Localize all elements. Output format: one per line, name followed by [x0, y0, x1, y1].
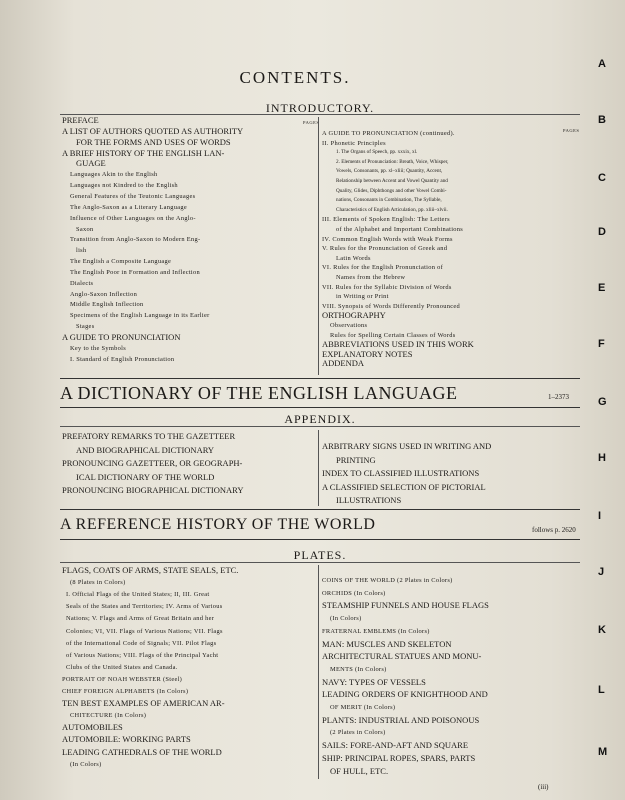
toc-entry-text[interactable]: PRONOUNCING BIOGRAPHICAL DICTIONARY [62, 485, 244, 495]
toc-entry-text[interactable]: (8 Plates in Colors) [70, 579, 126, 587]
toc-entry-text[interactable]: (In Colors) [70, 760, 102, 768]
toc-entry-text[interactable]: Transition from Anglo-Saxon to Modern Eng- [70, 236, 201, 244]
rule-appendix [60, 426, 580, 427]
toc-entry-text[interactable]: LEADING CATHEDRALS OF THE WORLD [62, 746, 222, 757]
toc-entry-text[interactable]: STEAMSHIP FUNNELS AND HOUSE FLAGS [322, 600, 489, 611]
toc-entry-text[interactable]: Rules for Spelling Certain Classes of Words [330, 331, 456, 339]
toc-entry-text[interactable]: FOR THE FORMS AND USES OF WORDS [76, 136, 231, 147]
toc-entry-text[interactable]: (In Colors) [330, 615, 362, 623]
toc-entry-text[interactable]: of the International Code of Signals; VII. Pilot Flags [66, 639, 217, 647]
thumb-index-l[interactable]: L [598, 684, 605, 696]
thumb-index-k[interactable]: K [598, 624, 606, 636]
toc-entry-text[interactable]: Quality, Glides, Diphthongs and other Vowel Combi- [336, 187, 447, 194]
toc-entry-text[interactable]: Names from the Hebrew [336, 274, 406, 281]
toc-entry-text[interactable]: PREFACE [62, 115, 99, 125]
toc-entry-text[interactable]: AUTOMOBILES [62, 722, 123, 733]
rule-reference-bottom [60, 539, 580, 540]
toc-entry-text[interactable]: ARBITRARY SIGNS USED IN WRITING AND [322, 441, 492, 451]
toc-entry-text[interactable]: SHIP: PRINCIPAL ROPES, SPARS, PARTS [322, 752, 476, 763]
toc-entry-text[interactable]: lish [76, 247, 87, 255]
toc-entry-text[interactable]: II. Phonetic Principles [322, 139, 386, 147]
toc-entry-text[interactable]: ARCHITECTURAL STATUES AND MONU- [322, 651, 482, 662]
toc-entry-text[interactable]: Key to the Symbols [70, 344, 126, 352]
toc-entry-text[interactable]: I. Official Flags of the United States; II, III. Great [66, 591, 210, 599]
toc-entry-text[interactable]: ORCHIDS (In Colors) [322, 589, 386, 597]
toc-entry-text[interactable]: Dialects [70, 279, 94, 287]
toc-entry-text[interactable]: OF MERIT (In Colors) [330, 704, 396, 711]
toc-entry-text[interactable]: Observations [330, 322, 368, 329]
appendix-column-divider [318, 430, 319, 506]
thumb-index-a[interactable]: A [598, 58, 606, 70]
toc-entry-text[interactable]: LEADING ORDERS OF KNIGHTHOOD AND [322, 689, 488, 700]
toc-entry-text[interactable]: MAN: MUSCLES AND SKELETON [322, 638, 452, 649]
thumb-index-j[interactable]: J [598, 566, 605, 578]
toc-entry-text[interactable]: III. Elements of Spoken English: The Letters [322, 216, 450, 224]
toc-entry-text[interactable]: PRINTING [336, 454, 376, 465]
toc-entry-text[interactable]: A BRIEF HISTORY OF THE ENGLISH LAN- [62, 147, 225, 158]
intro-column-divider [318, 117, 319, 375]
toc-entry-text[interactable]: in Writing or Print [336, 293, 389, 301]
toc-entry-text[interactable]: MENTS (In Colors) [330, 665, 387, 673]
thumb-index-b[interactable]: B [598, 114, 606, 126]
dictionary-title[interactable]: A DICTIONARY OF THE ENGLISH LANGUAGE [60, 383, 458, 403]
toc-entry-text[interactable]: ABBREVIATIONS USED IN THIS WORK [322, 339, 474, 350]
toc-entry-text[interactable]: Relationship between Accent and Vowel Quantity and [336, 178, 448, 184]
toc-entry-text[interactable]: PORTRAIT OF NOAH WEBSTER (Steel) [62, 675, 183, 683]
rule-dictionary-bottom [60, 407, 580, 408]
toc-entry-text[interactable]: TEN BEST EXAMPLES OF AMERICAN AR- [62, 698, 225, 709]
toc-entry-text[interactable]: Saxon [76, 225, 94, 233]
toc-entry-text[interactable]: (2 Plates in Colors) [330, 729, 386, 737]
plates-column-divider [318, 565, 319, 779]
dictionary-page: 1–2373 [548, 393, 569, 401]
toc-entry-text[interactable]: Colonies; VI, VII. Flags of Various Nations; VII. Flags [66, 627, 223, 635]
thumb-index-d[interactable]: D [598, 226, 606, 238]
thumb-index-i[interactable]: I [598, 510, 602, 522]
toc-entry-text[interactable]: Languages not Kindred to the English [70, 182, 178, 190]
toc-entry-text[interactable]: VIII. Synopsis of Words Differently Pronounced [322, 302, 461, 310]
toc-entry-text[interactable]: 1. The Organs of Speech, pp. xxxix, xl. [336, 149, 418, 156]
contents-title: CONTENTS. [239, 68, 351, 87]
toc-entry-text[interactable]: ADDENDA [322, 358, 365, 369]
toc-entry-text[interactable]: AUTOMOBILE: WORKING PARTS [62, 734, 191, 745]
pages-label-left: PAGES [303, 120, 320, 125]
page-folio: (iii) [538, 783, 549, 791]
toc-entry-text[interactable]: Vowels, Consonants, pp. xl–xliii; Quantity, Accent, [336, 168, 443, 175]
toc-entry-text[interactable]: COINS OF THE WORLD (2 Plates in Colors) [322, 577, 453, 584]
toc-entry-text[interactable]: Nations; V. Flags and Arms of Great Britain and her [66, 615, 215, 623]
thumb-index-h[interactable]: H [598, 452, 606, 464]
appendix-heading: APPENDIX. [284, 412, 356, 426]
reference-title[interactable]: A REFERENCE HISTORY OF THE WORLD [60, 516, 376, 533]
toc-entry-text[interactable]: SAILS: FORE-AND-AFT AND SQUARE [322, 740, 469, 751]
toc-entry-text[interactable]: Latin Words [336, 254, 371, 262]
toc-entry-text[interactable]: AND BIOGRAPHICAL DICTIONARY [76, 444, 215, 455]
toc-entry-text[interactable]: PREFATORY REMARKS TO THE GAZETTEER [62, 431, 236, 441]
rule-dictionary-top [60, 378, 580, 379]
toc-entry-text[interactable]: PRONOUNCING GAZETTEER, OR GEOGRAPH- [62, 458, 243, 468]
toc-entry-text[interactable]: Characteristics of English Articulation, pp. xliii–xlvii. [336, 206, 448, 213]
toc-entry-text[interactable]: FRATERNAL EMBLEMS (In Colors) [322, 627, 430, 635]
toc-entry-text[interactable]: VII. Rules for the Syllabic Division of Words [322, 283, 452, 291]
toc-entry-text[interactable]: Specimens of the English Language in its Earlier [70, 312, 210, 320]
toc-entry-text[interactable]: 2. Elements of Pronunciation: Breath, Voice, Whisper, [336, 158, 449, 165]
toc-entry-text[interactable]: EXPLANATORY NOTES [322, 348, 413, 359]
toc-entry-text[interactable]: ORTHOGRAPHY [322, 310, 386, 321]
toc-entry-text[interactable]: Anglo-Saxon Inflection [70, 290, 138, 298]
toc-entry-text[interactable]: GUAGE [76, 158, 106, 169]
toc-entry-text[interactable]: Stages [76, 323, 95, 331]
toc-entry-text[interactable]: IV. Common English Words with Weak Forms [322, 235, 453, 243]
toc-entry-text[interactable]: FLAGS, COATS OF ARMS, STATE SEALS, ETC. [62, 565, 239, 575]
toc-entry-text[interactable]: of Various Nations; VIII. Flags of the Principal Yacht [66, 651, 219, 659]
toc-entry-text[interactable]: The Anglo-Saxon as a Literary Language [70, 203, 187, 211]
toc-entry-text[interactable]: Languages Akin to the English [70, 171, 158, 179]
reference-page: follows p. 2620 [532, 526, 576, 534]
pages-label-right: PAGES [563, 128, 580, 133]
toc-entry-text[interactable]: V. Rules for the Pronunciation of Greek and [322, 245, 448, 253]
toc-entry-text[interactable]: General Features of the Teutonic Languages [70, 192, 196, 200]
rule-plates [60, 562, 580, 563]
toc-entry-text[interactable]: Influence of Other Languages on the Anglo- [70, 214, 196, 222]
thumb-index-e[interactable]: E [598, 282, 606, 294]
toc-entry-text[interactable]: Seals of the States and Territories; IV. Arms of Various [66, 603, 223, 611]
thumb-index-m[interactable]: M [598, 746, 608, 758]
toc-entry-text[interactable]: A LIST OF AUTHORS QUOTED AS AUTHORITY [62, 125, 244, 136]
toc-entry-text[interactable]: INDEX TO CLASSIFIED ILLUSTRATIONS [322, 468, 480, 478]
toc-entry-text[interactable]: A GUIDE TO PRONUNCIATION (continued). [322, 130, 455, 137]
thumb-index-f[interactable]: F [598, 338, 605, 350]
toc-entry-text[interactable]: Middle English Inflection [70, 301, 144, 309]
rule-reference-top [60, 509, 580, 510]
toc-entry-text[interactable]: nations, Consonants in Combination, The Syllable, [336, 197, 442, 204]
toc-entry-text[interactable]: OF HULL, ETC. [330, 765, 389, 776]
thumb-index-c[interactable]: C [598, 172, 606, 184]
toc-entry-text[interactable]: A CLASSIFIED SELECTION OF PICTORIAL [322, 481, 486, 492]
toc-entry-text[interactable]: The English Poor in Formation and Inflection [70, 268, 200, 276]
toc-entry-text[interactable]: A GUIDE TO PRONUNCIATION [62, 332, 181, 342]
toc-entry-text[interactable]: of the Alphabet and Important Combinations [336, 226, 464, 233]
introductory-heading: INTRODUCTORY. [265, 101, 375, 115]
thumb-index-g[interactable]: G [598, 396, 607, 408]
toc-entry-text[interactable]: ILLUSTRATIONS [336, 495, 402, 505]
plates-heading: PLATES. [293, 548, 347, 562]
toc-entry-text[interactable]: PLANTS: INDUSTRIAL AND POISONOUS [322, 714, 480, 725]
toc-entry-text[interactable]: VI. Rules for the English Pronunciation of [322, 264, 444, 272]
toc-entry-text[interactable]: ICAL DICTIONARY OF THE WORLD [76, 471, 215, 482]
rule-introductory [60, 114, 580, 115]
toc-entry-text[interactable]: I. Standard of English Pronunciation [70, 355, 175, 363]
toc-entry-text[interactable]: CHITECTURE (In Colors) [70, 712, 147, 720]
toc-entry-text[interactable]: Clubs of the United States and Canada. [66, 663, 178, 671]
toc-entry-text[interactable]: CHIEF FOREIGN ALPHABETS (In Colors) [62, 688, 189, 695]
toc-entry-text[interactable]: The English a Composite Language [70, 258, 172, 266]
toc-entry-text[interactable]: NAVY: TYPES OF VESSELS [322, 676, 426, 687]
